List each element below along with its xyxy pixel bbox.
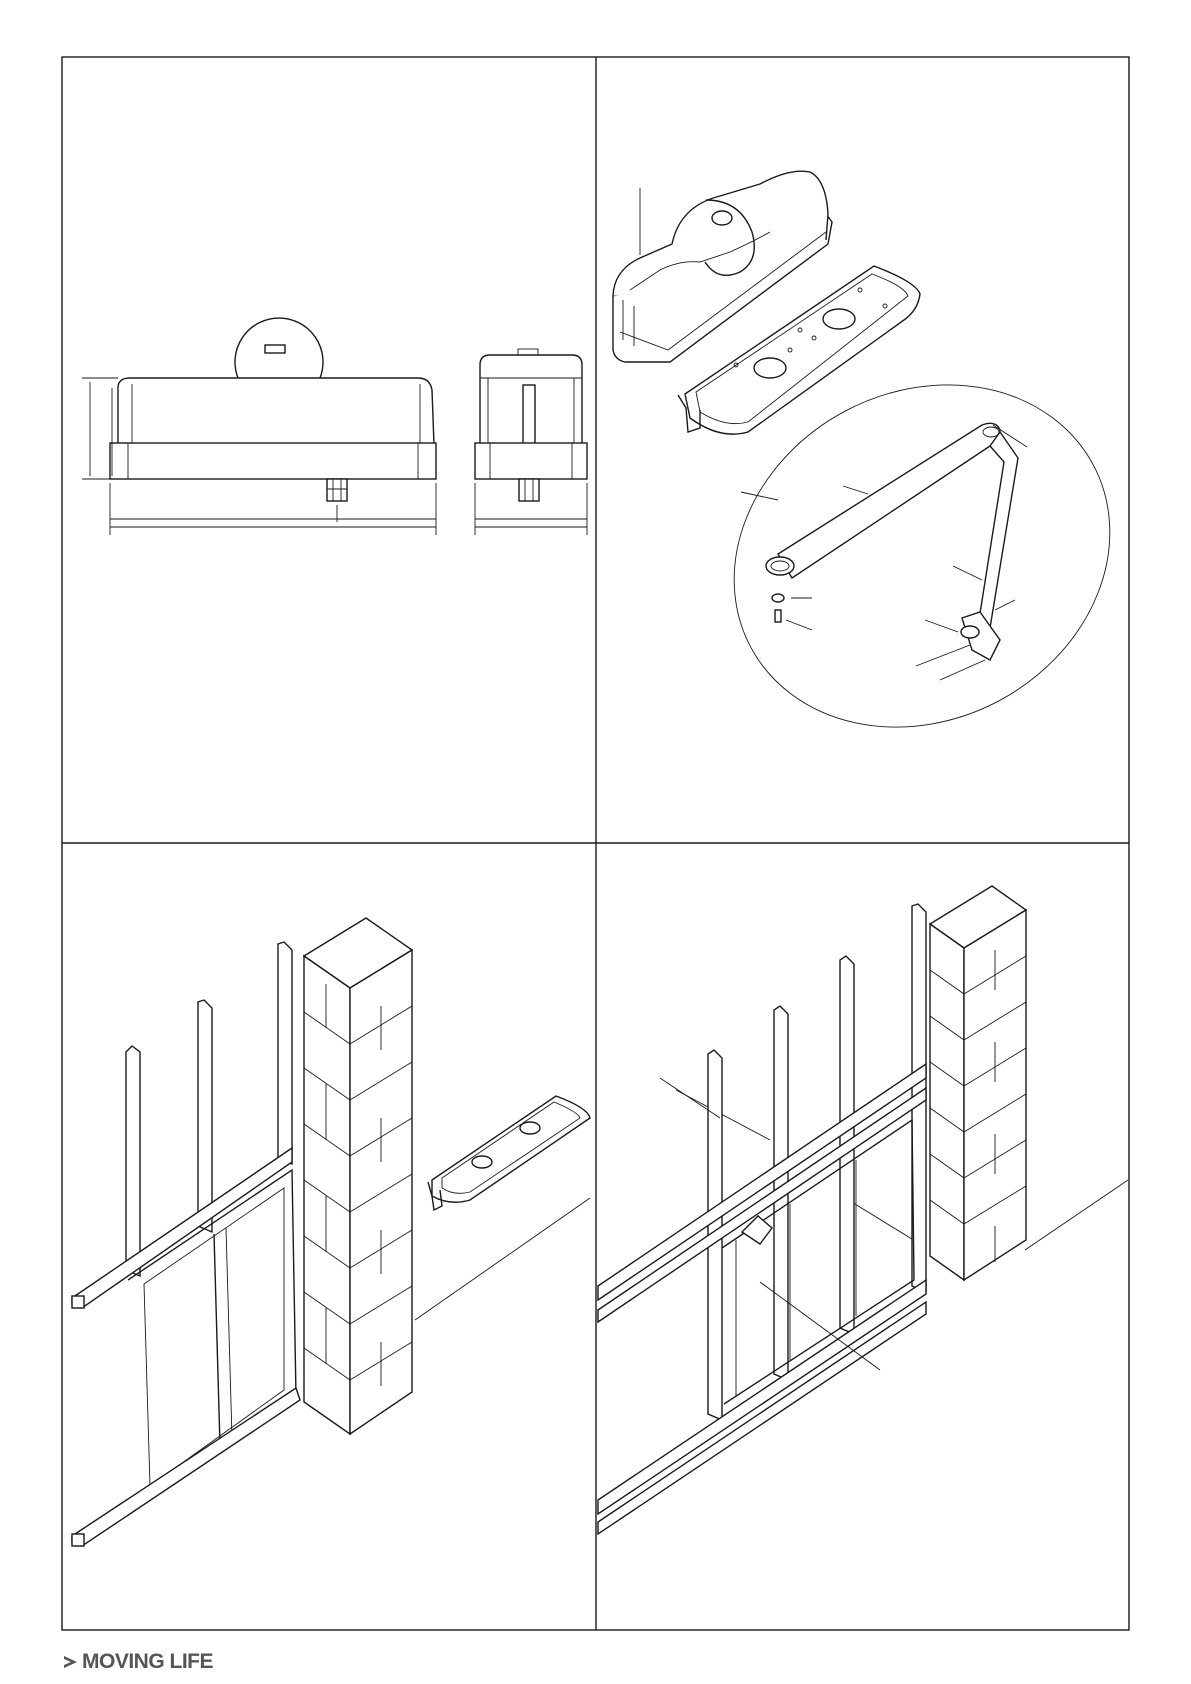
page-frame	[62, 57, 1129, 1630]
gate-pillar-mounted	[598, 886, 1128, 1534]
brick-pillar	[304, 918, 412, 1434]
chevron-right-icon	[62, 1653, 80, 1671]
brand-logo	[62, 1650, 213, 1674]
drive-arm	[766, 423, 1018, 660]
exploded-assembly	[613, 171, 1170, 792]
brick-pillar	[930, 886, 1026, 1280]
dimension-drawing	[82, 318, 587, 535]
gate-pillar-plate	[72, 918, 590, 1546]
brand-name: MOVING LIFE	[82, 1650, 213, 1673]
